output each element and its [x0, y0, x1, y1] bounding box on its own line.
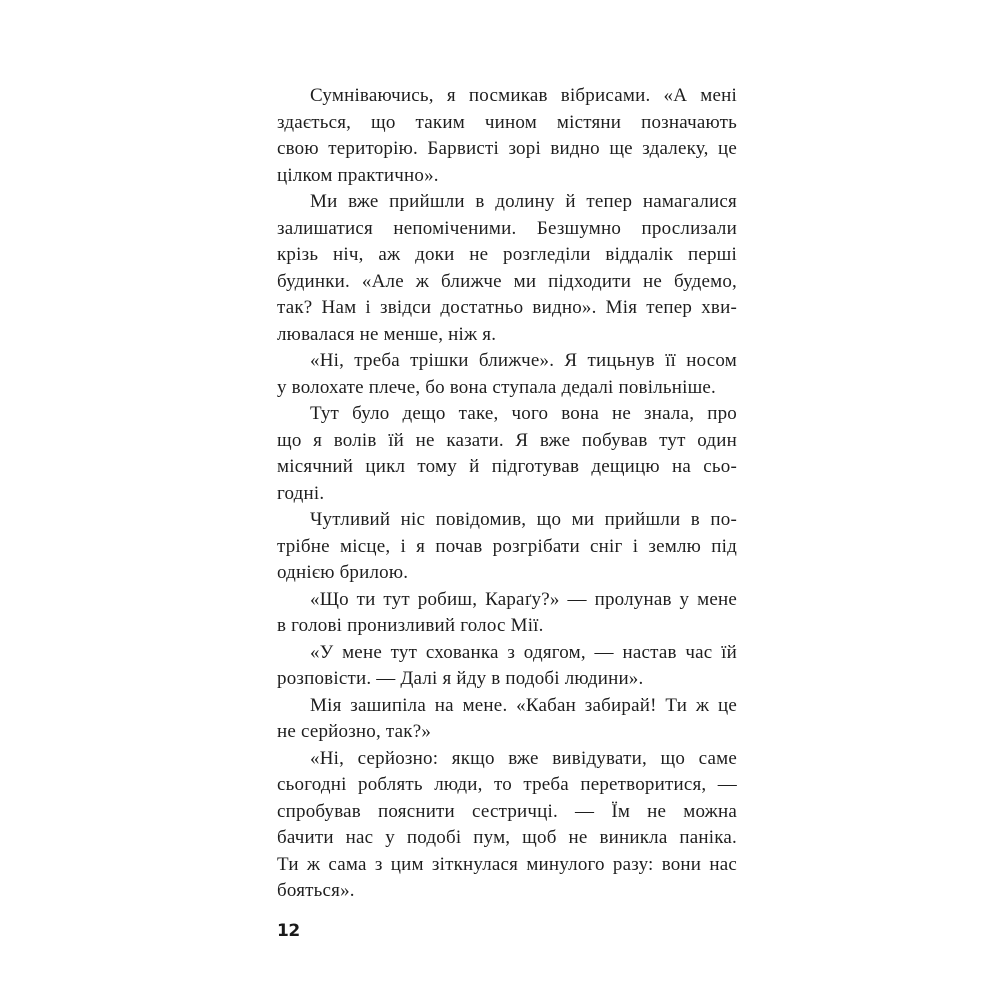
text-line: бояться». [277, 880, 355, 901]
text-line: спробував пояснити сестричці. — Їм не можна [277, 800, 737, 822]
text-line: бачити нас у подобі пум, щоб не виникла паніка. [277, 827, 737, 848]
paragraph [277, 348, 737, 401]
text-line: «Ні, серйозно: якщо вже вивідувати, що саме [310, 747, 737, 769]
text-line: Тут було дещо таке, чого вона не знала, про [310, 403, 737, 424]
text-line: місячний цикл тому й підготував дещицю на сьо- [277, 456, 737, 477]
paragraph [277, 189, 737, 348]
text-line: Чутливий ніс повідомив, що ми прийшли в по- [310, 509, 737, 530]
text-line: Ми вже прийшли в долину й тепер намагалися [310, 191, 737, 212]
paragraph [277, 746, 737, 905]
paragraph [277, 693, 737, 746]
text-line: будинки. «Але ж ближче ми підходити не будемо, [277, 270, 737, 292]
paragraph [277, 587, 737, 640]
text-line: «Що ти тут робиш, Караґу?» — пролунав у мене [310, 588, 737, 610]
text-line: так? Нам і звідси достатньо видно». Мія тепер хви- [277, 297, 737, 318]
paragraph [277, 507, 737, 587]
text-line: Мія зашипіла на мене. «Кабан забирай! Ти ж це [310, 694, 737, 716]
text-line: крізь ніч, аж доки не розгледіли віддалік перші [277, 244, 737, 265]
text-line: лювалася не менше, ніж я. [277, 323, 497, 345]
text-line: в голові пронизливий голос Мії. [277, 615, 544, 636]
paragraph [277, 640, 737, 693]
text-line: розповісти. — Далі я йду в подобі людини». [277, 668, 644, 689]
text-line: не серйозно, так?» [277, 721, 432, 742]
text-line: однією брилою. [277, 562, 409, 583]
paragraph [277, 401, 737, 507]
page-text [277, 83, 737, 905]
text-line: цілком практично». [277, 164, 439, 186]
text-line: «Ні, треба трішки ближче». Я тицьнув її носом [310, 350, 737, 371]
page-number: 12 [277, 921, 300, 941]
paragraph [277, 83, 737, 189]
text-line: Сумніваючись, я посмикав вібрисами. «А мені [310, 85, 737, 106]
text-line: сьогодні роблять люди, то треба перетворитися, — [277, 774, 737, 795]
text-line: у волохате плече, бо вона ступала дедалі повільніше. [277, 376, 717, 398]
text-line: здається, що таким чином містяни позначають [277, 111, 737, 133]
text-line: трібне місце, і я почав розгрібати сніг і землю під [277, 535, 737, 557]
text-line: свою територію. Барвисті зорі видно ще здалеку, це [277, 138, 737, 159]
text-line: годні. [277, 482, 325, 504]
text-line: Ти ж сама з цим зіткнулася минулого разу: вони нас [277, 853, 737, 875]
text-line: що я волів їй не казати. Я вже побував тут один [277, 429, 737, 451]
text-line: залишатися непоміченими. Безшумно прослизали [277, 217, 737, 239]
text-line: «У мене тут схованка з одягом, — настав час їй [310, 641, 737, 663]
